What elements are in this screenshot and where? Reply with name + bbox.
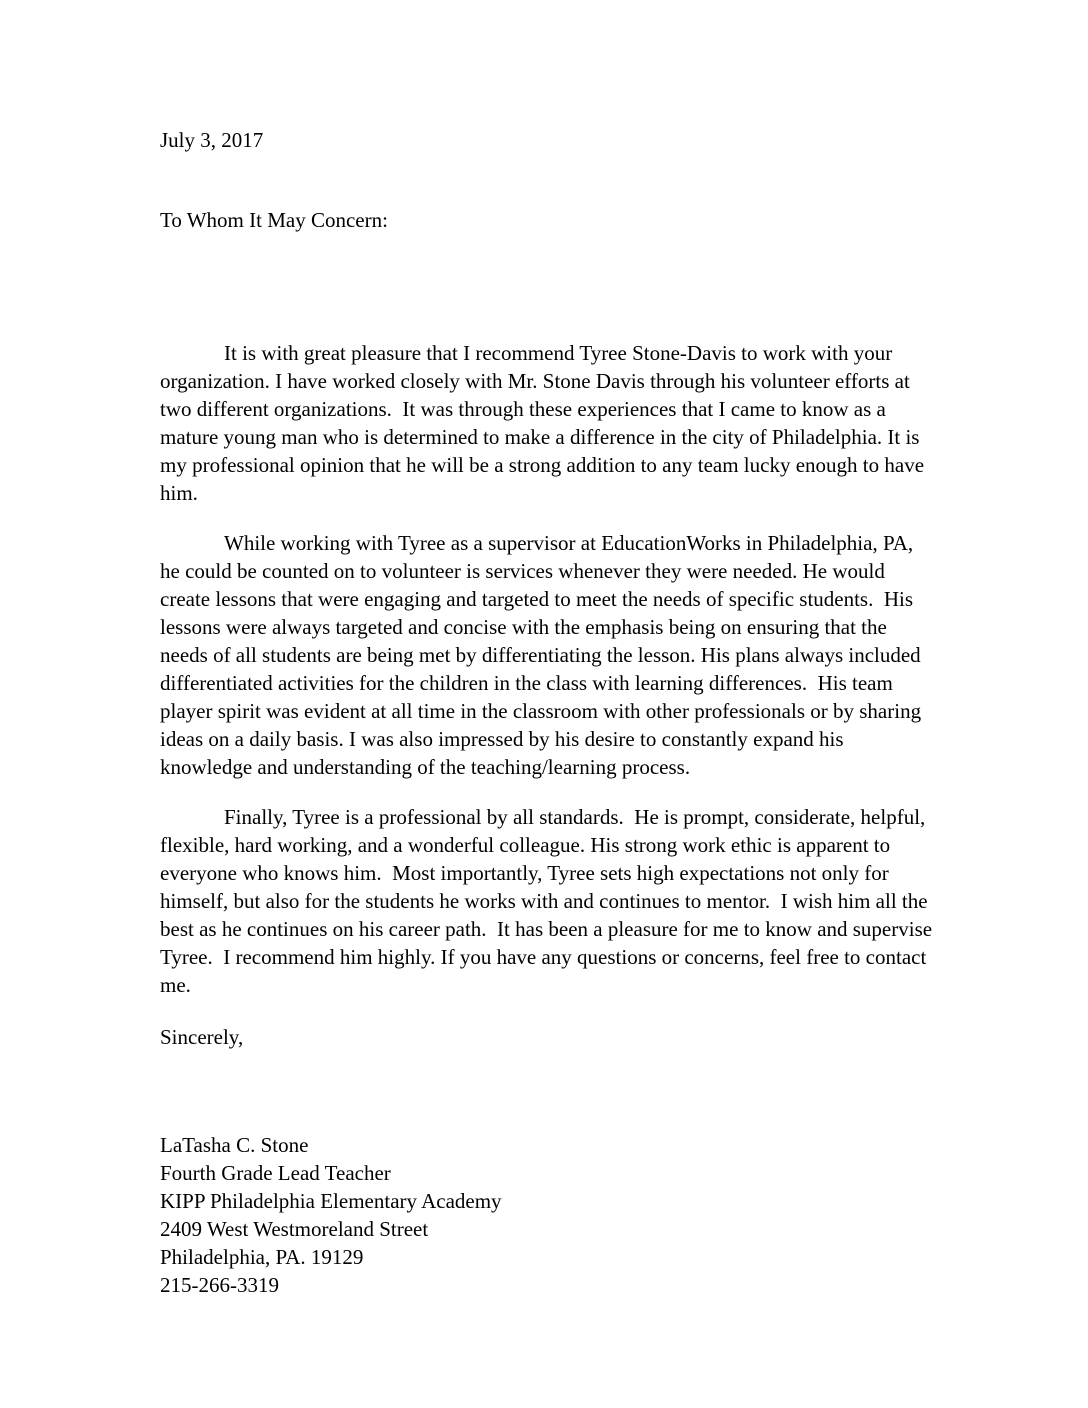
signature-phone: 215-266-3319 <box>160 1273 279 1297</box>
signature-city-state-zip: Philadelphia, PA. 19129 <box>160 1245 364 1269</box>
signature-organization: KIPP Philadelphia Elementary Academy <box>160 1189 502 1213</box>
closing: Sincerely, <box>160 1025 244 1049</box>
signature-block <box>160 1131 938 1299</box>
paragraph-introduction: It is with great pleasure that I recommend Tyree Stone-Davis to work with your organization. I have worked closely with Mr. Stone Davis through his volunteer efforts at two different organizations. It was through these experiences that I came to know as a mature young man who is determined to make a difference in the city of Philadelphia. It is my professional opinion that he will be a strong addition to any team lucky enough to have him. <box>160 341 930 505</box>
signature-street: 2409 West Westmoreland Street <box>160 1217 429 1241</box>
salutation: To Whom It May Concern: <box>160 208 388 232</box>
letter-date: July 3, 2017 <box>160 128 264 152</box>
paragraph-work-experience: While working with Tyree as a supervisor at EducationWorks in Philadelphia, PA, he could be counted on to volunteer is services whenever they were needed. He would create lessons that were engaging and targeted to meet the needs of specific students. His lessons were always targeted and concise with the emphasis being on ensuring that the needs of all students are being met by differentiating the lesson. His plans always included differentiated activities for the children in the class with learning differences. His team player spirit was evident at all time in the classroom with other professionals or by sharing ideas on a daily basis. I was also impressed by his desire to constantly expand his knowledge and understanding of the teaching/learning process. <box>160 531 927 779</box>
letter-body <box>160 126 938 1299</box>
signature-name: LaTasha C. Stone <box>160 1133 309 1157</box>
paragraph-conclusion: Finally, Tyree is a professional by all standards. He is prompt, considerate, helpful, flexible, hard working, and a wonderful colleague. His strong work ethic is apparent to everyone who knows him. Most importantly, Tyree sets high expectations not only for himself, but also for the students he works with and continues to mentor. I wish him all the best as he continues on his career path. It has been a pleasure for me to know and supervise Tyree. I recommend him highly. If you have any questions or concerns, feel free to contact me. <box>160 805 937 997</box>
signature-title: Fourth Grade Lead Teacher <box>160 1161 391 1185</box>
